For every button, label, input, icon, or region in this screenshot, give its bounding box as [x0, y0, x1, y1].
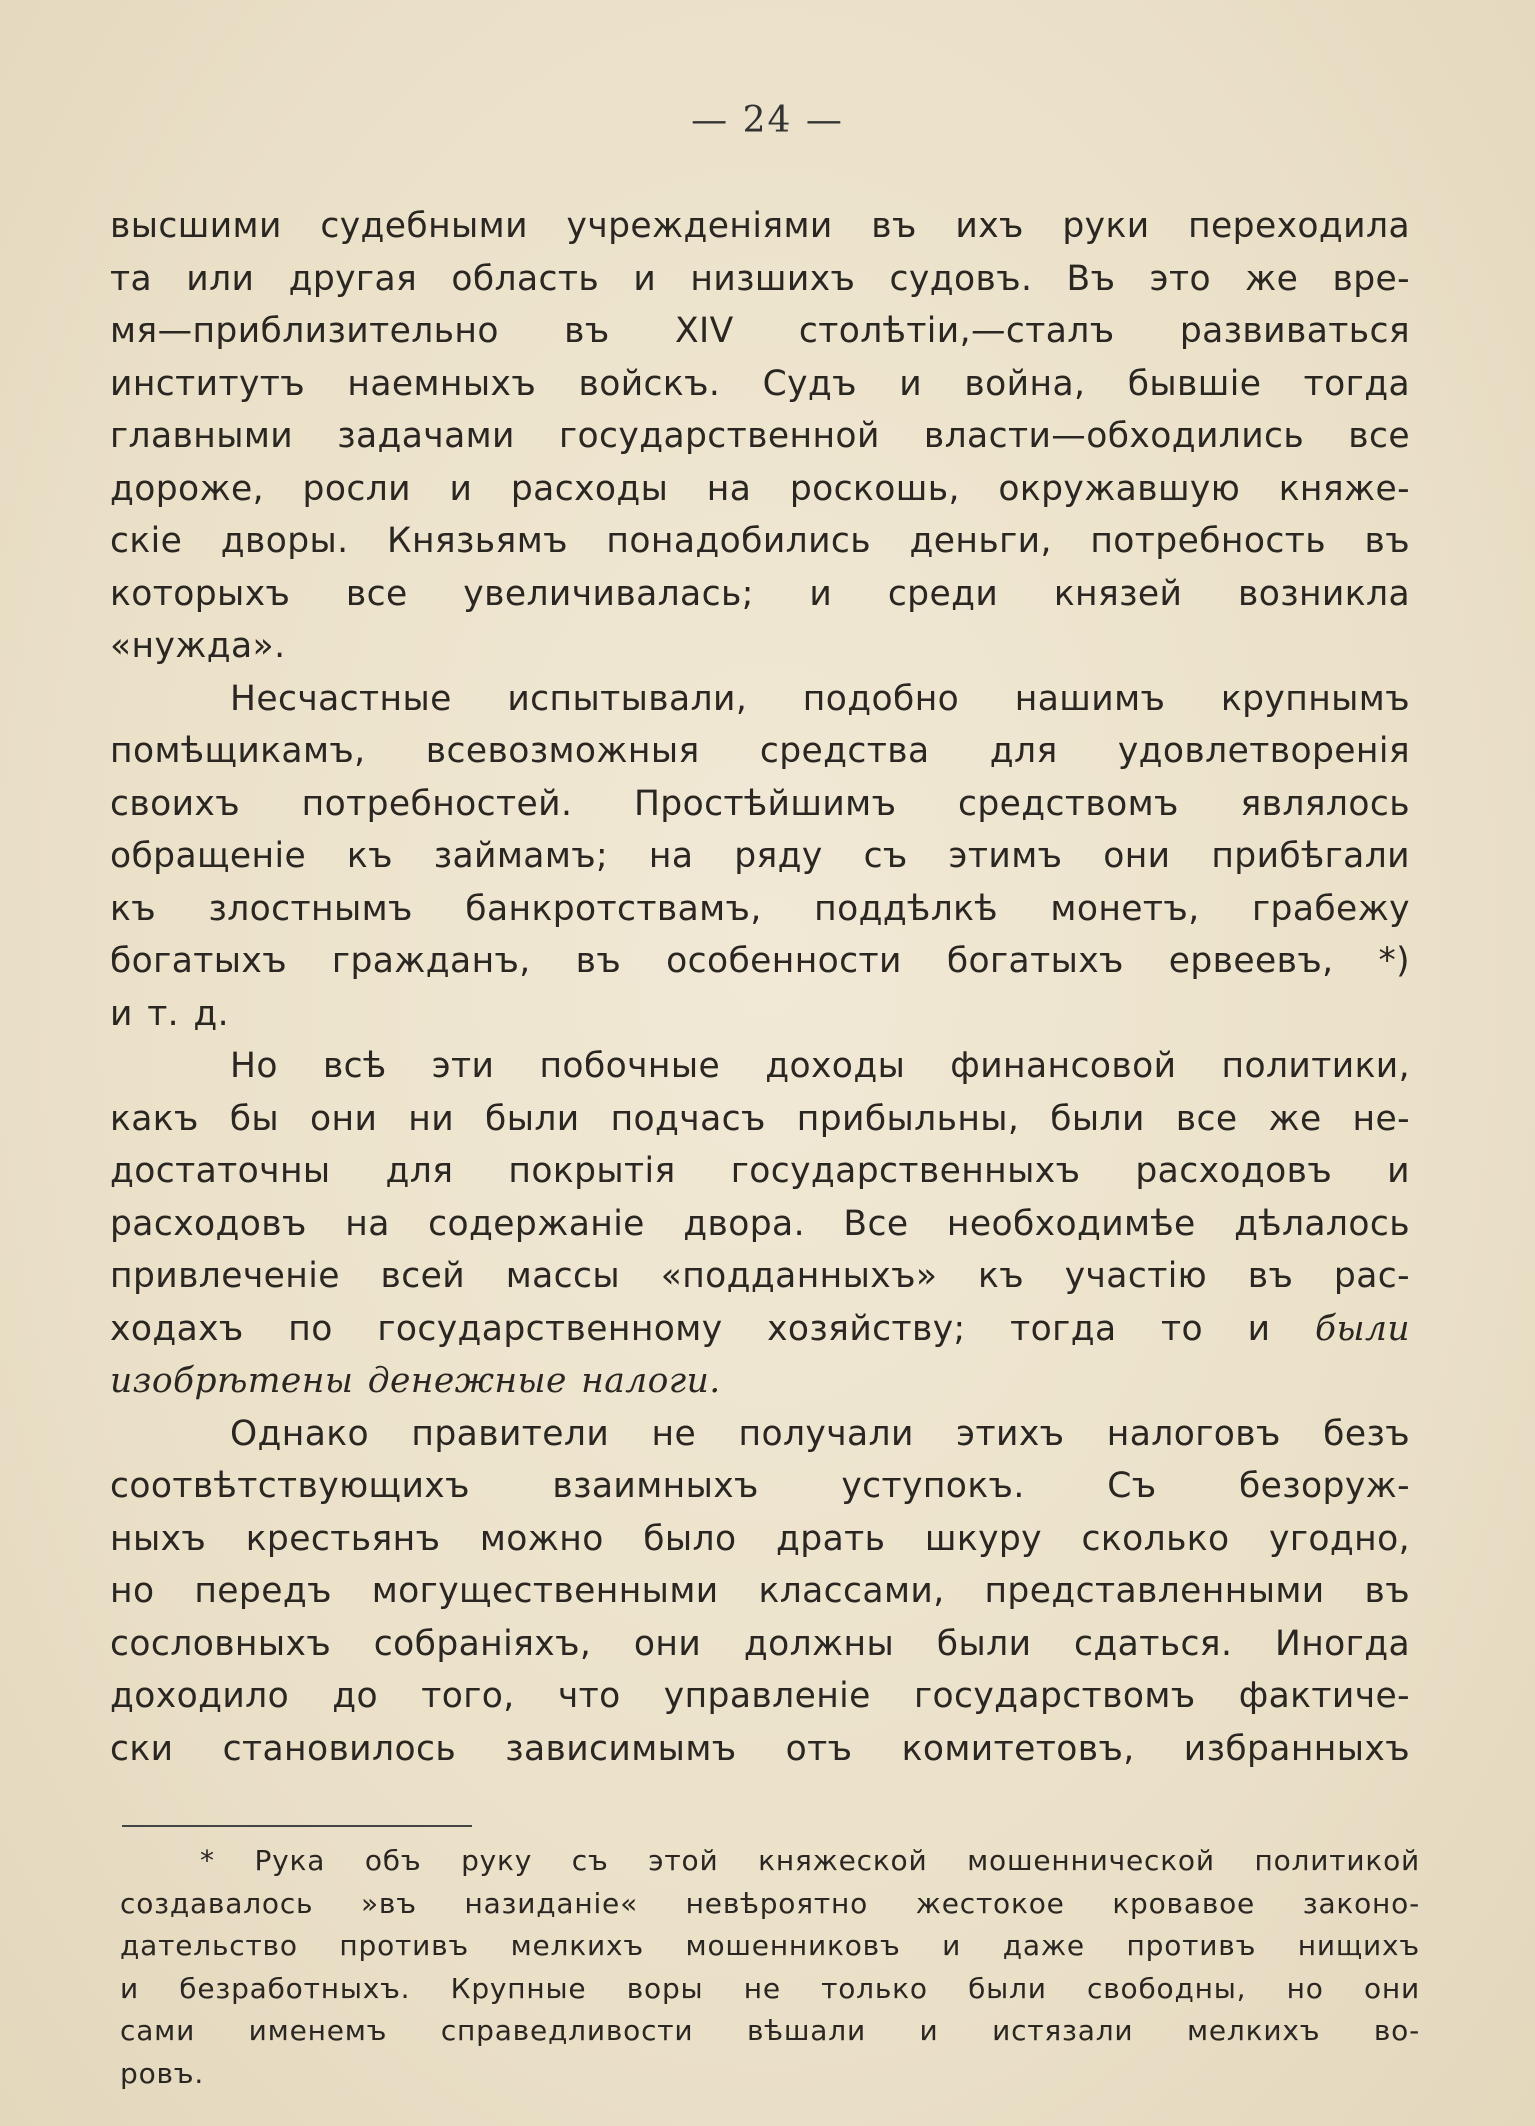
- text-line: и т. д.: [110, 993, 230, 1034]
- body-text: [110, 200, 1410, 1775]
- text-line: Несчастные испытывали, подобно нашимъ крупнымъ: [230, 678, 1410, 719]
- text-line: дороже, росли и расходы на роскошь, окружавшую княже-: [110, 468, 1410, 509]
- footnote-divider: [122, 1825, 472, 1827]
- text-line: но передъ могущественными классами, представленными въ: [110, 1571, 1410, 1611]
- text-line: соотвѣтствующихъ взаимныхъ уступокъ. Съ безоруж-: [110, 1466, 1410, 1506]
- text-line: помѣщикамъ, всевозможныя средства для удовлетворенія: [110, 731, 1410, 771]
- text-segment: ходахъ по государственному хозяйству; тогда то и: [110, 1308, 1271, 1349]
- text-line: Однако правители не получали этихъ налоговъ безъ: [230, 1413, 1410, 1454]
- footnote: [120, 1840, 1420, 2095]
- text-line: мя—приблизительно въ XIV столѣтіи,—сталъ развиваться: [110, 311, 1410, 351]
- footnote-line: * Рука объ руку съ этой княжеской мошеннической политикой: [200, 1844, 1420, 1877]
- text-line: привлеченіе всей массы «подданныхъ» къ участію въ рас-: [110, 1256, 1410, 1296]
- footnote-line: дательство противъ мелкихъ мошенниковъ и даже противъ нищихъ: [120, 1929, 1420, 1962]
- text-line: богатыхъ гражданъ, въ особенности богатыхъ ервеевъ, *): [110, 941, 1410, 981]
- text-line: обращеніе къ займамъ; на ряду съ этимъ они прибѣгали: [110, 836, 1410, 876]
- page-number: — 24 —: [691, 100, 844, 141]
- text-line: та или другая область и низшихъ судовъ. Въ это же вре-: [110, 258, 1410, 299]
- text-line: достаточны для покрытія государственныхъ расходовъ и: [110, 1151, 1410, 1191]
- text-line: ныхъ крестьянъ можно было драть шкуру сколько угодно,: [110, 1518, 1410, 1559]
- text-line: главными задачами государственной власти—обходились все: [110, 416, 1410, 456]
- text-line: «нужда».: [110, 626, 286, 666]
- footnote-line: сами именемъ справедливости вѣшали и истязали мелкихъ во-: [120, 2014, 1420, 2047]
- text-line-with-italic: [110, 1303, 1410, 1356]
- text-line: своихъ потребностей. Простѣйшимъ средствомъ являлось: [110, 783, 1410, 824]
- text-line: высшими судебными учрежденіями въ ихъ руки переходила: [110, 206, 1410, 246]
- text-line: къ злостнымъ банкротствамъ, поддѣлкѣ монетъ, грабежу: [110, 888, 1410, 929]
- text-line: расходовъ на содержаніе двора. Все необходимѣе дѣлалось: [110, 1203, 1410, 1244]
- text-line: доходило до того, что управленіе государствомъ фактиче-: [110, 1676, 1410, 1716]
- footnote-line: ровъ.: [120, 2056, 205, 2090]
- italic-text-line: изобрѣтены денежные налоги.: [110, 1361, 721, 1401]
- text-line: институтъ наемныхъ войскъ. Судъ и война, бывшіе тогда: [110, 363, 1410, 404]
- footnote-line: создавалось »въ назиданіе« невѣроятно жестокое кровавое законо-: [120, 1886, 1420, 1920]
- text-line: скіе дворы. Князьямъ понадобились деньги, потребность въ: [110, 521, 1410, 561]
- text-line: Но всѣ эти побочные доходы финансовой политики,: [230, 1046, 1410, 1086]
- text-line: какъ бы они ни были подчасъ прибыльны, были все же не-: [110, 1098, 1410, 1139]
- text-line: ски становилось зависимымъ отъ комитетовъ, избранныхъ: [110, 1728, 1410, 1769]
- text-line: которыхъ все увеличивалась; и среди князей возникла: [110, 573, 1410, 614]
- footnote-line: и безработныхъ. Крупные воры не только были свободны, но они: [120, 1971, 1420, 2005]
- text-line: сословныхъ собраніяхъ, они должны были сдаться. Иногда: [110, 1623, 1410, 1664]
- italic-text: были: [1315, 1308, 1410, 1349]
